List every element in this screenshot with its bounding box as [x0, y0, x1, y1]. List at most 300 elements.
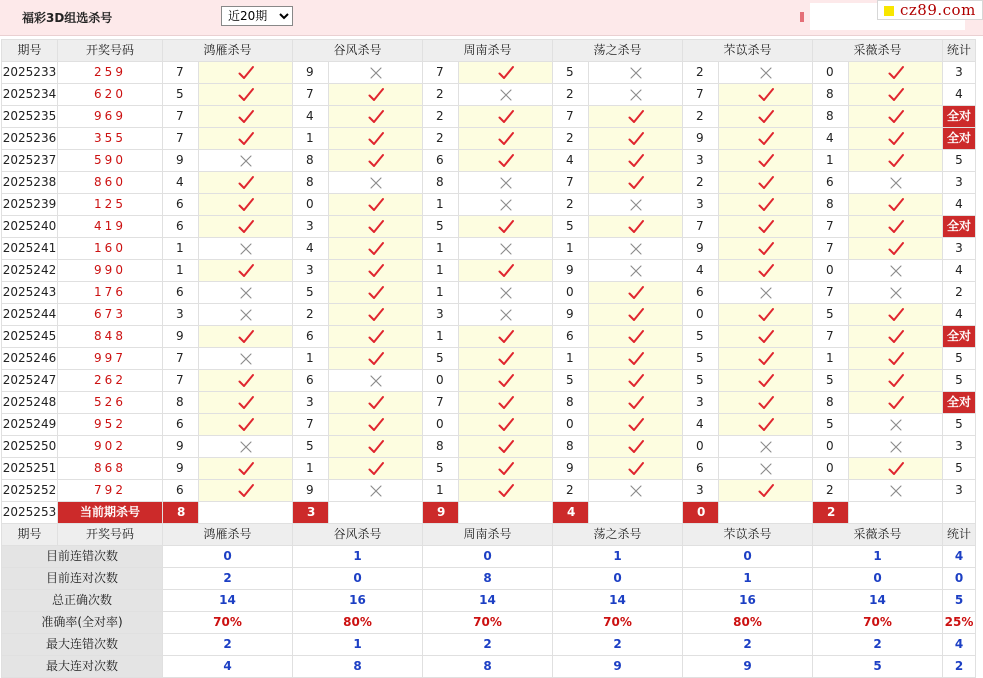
- summary-value: 1: [553, 546, 683, 568]
- check-icon: [237, 372, 255, 390]
- period-cell: 2025252: [2, 480, 58, 502]
- check-icon: [887, 350, 905, 368]
- result-cell: [459, 150, 553, 172]
- period-cell: 2025248: [2, 392, 58, 414]
- result-cell: [199, 260, 293, 282]
- kill-number-cell: 7: [683, 216, 719, 238]
- result-cell: [719, 150, 813, 172]
- result-cell: [459, 458, 553, 480]
- kill-number-cell: 8: [813, 106, 849, 128]
- result-cell: [589, 282, 683, 304]
- current-stat-blank: [943, 502, 976, 524]
- check-icon: [627, 108, 645, 126]
- kill-number-cell: 6: [163, 414, 199, 436]
- result-cell: [459, 62, 553, 84]
- summary-row: [2, 546, 976, 568]
- kill-number-cell: 5: [293, 436, 329, 458]
- col-header-expert: 周南杀号: [423, 40, 553, 62]
- result-cell: [849, 458, 943, 480]
- check-icon: [237, 108, 255, 126]
- check-icon: [497, 482, 515, 500]
- period-cell: 2025246: [2, 348, 58, 370]
- table-row: [2, 348, 976, 370]
- check-icon: [757, 196, 775, 214]
- cross-icon: [627, 86, 645, 104]
- check-icon: [627, 284, 645, 302]
- current-kill-blank: [329, 502, 423, 524]
- kill-number-cell: 2: [553, 480, 589, 502]
- kill-number-cell: 7: [163, 348, 199, 370]
- summary-value: 1: [813, 546, 943, 568]
- draw-number-cell: 355: [58, 128, 163, 150]
- cross-icon: [887, 438, 905, 456]
- stat-cell: 4: [943, 194, 976, 216]
- current-kill-row: [2, 502, 976, 524]
- kill-number-cell: 1: [293, 128, 329, 150]
- kill-number-cell: 1: [163, 238, 199, 260]
- result-cell: [329, 326, 423, 348]
- kill-number-cell: 8: [423, 172, 459, 194]
- kill-number-cell: 6: [163, 216, 199, 238]
- result-cell: [589, 106, 683, 128]
- check-icon: [497, 152, 515, 170]
- kill-number-cell: 4: [163, 172, 199, 194]
- check-icon: [497, 460, 515, 478]
- stat-cell: 4: [943, 260, 976, 282]
- result-cell: [589, 62, 683, 84]
- draw-number-cell: 952: [58, 414, 163, 436]
- kill-number-cell: 6: [423, 150, 459, 172]
- check-icon: [887, 306, 905, 324]
- summary-row: [2, 634, 976, 656]
- col-header-expert: 采薇杀号: [813, 40, 943, 62]
- check-icon: [757, 152, 775, 170]
- summary-value: 2: [813, 634, 943, 656]
- kill-number-cell: 0: [683, 304, 719, 326]
- summary-stat: 2: [943, 656, 976, 678]
- kill-number-cell: 9: [683, 128, 719, 150]
- check-icon: [237, 394, 255, 412]
- cross-icon: [237, 438, 255, 456]
- check-icon: [237, 130, 255, 148]
- kill-number-cell: 6: [813, 172, 849, 194]
- result-cell: [589, 326, 683, 348]
- check-icon: [367, 86, 385, 104]
- table-row: [2, 194, 976, 216]
- kill-number-cell: 0: [813, 62, 849, 84]
- result-cell: [199, 150, 293, 172]
- summary-value: 0: [553, 568, 683, 590]
- summary-row: [2, 590, 976, 612]
- table-row: [2, 392, 976, 414]
- kill-number-cell: 1: [423, 260, 459, 282]
- check-icon: [757, 86, 775, 104]
- all-right-badge: 全对: [943, 128, 976, 150]
- result-cell: [199, 106, 293, 128]
- result-cell: [719, 106, 813, 128]
- logo-text: cz89.com: [900, 1, 976, 19]
- check-icon: [757, 218, 775, 236]
- kill-number-cell: 2: [683, 106, 719, 128]
- result-cell: [329, 348, 423, 370]
- kill-number-cell: 3: [683, 392, 719, 414]
- table-row: [2, 304, 976, 326]
- check-icon: [497, 262, 515, 280]
- col-header-expert: 谷风杀号: [293, 524, 423, 546]
- result-cell: [849, 348, 943, 370]
- draw-number-cell: 848: [58, 326, 163, 348]
- check-icon: [367, 108, 385, 126]
- kill-number-cell: 7: [163, 370, 199, 392]
- check-icon: [887, 394, 905, 412]
- result-cell: [329, 414, 423, 436]
- kill-number-cell: 7: [813, 238, 849, 260]
- check-icon: [497, 130, 515, 148]
- col-header-stat: 统计: [943, 40, 976, 62]
- kill-number-cell: 7: [293, 414, 329, 436]
- draw-number-cell: 590: [58, 150, 163, 172]
- result-cell: [329, 282, 423, 304]
- result-cell: [589, 458, 683, 480]
- cross-icon: [887, 262, 905, 280]
- result-cell: [849, 150, 943, 172]
- result-cell: [589, 370, 683, 392]
- period-cell: 2025251: [2, 458, 58, 480]
- kill-number-cell: 8: [163, 392, 199, 414]
- result-cell: [849, 326, 943, 348]
- check-icon: [367, 152, 385, 170]
- draw-number-cell: 419: [58, 216, 163, 238]
- result-cell: [459, 370, 553, 392]
- kill-number-cell: 5: [423, 458, 459, 480]
- summary-value: 8: [423, 656, 553, 678]
- kill-number-cell: 2: [553, 194, 589, 216]
- kill-number-cell: 1: [423, 282, 459, 304]
- check-icon: [887, 460, 905, 478]
- check-icon: [497, 372, 515, 390]
- check-icon: [757, 130, 775, 148]
- check-icon: [497, 416, 515, 434]
- cross-icon: [237, 152, 255, 170]
- result-cell: [849, 414, 943, 436]
- draw-number-cell: 997: [58, 348, 163, 370]
- kill-number-table: [1, 39, 976, 678]
- result-cell: [329, 172, 423, 194]
- kill-number-cell: 2: [423, 106, 459, 128]
- check-icon: [757, 306, 775, 324]
- kill-number-cell: 7: [683, 84, 719, 106]
- cross-icon: [497, 240, 515, 258]
- check-icon: [367, 328, 385, 346]
- current-kill-number: 9: [423, 502, 459, 524]
- draw-number-cell: 792: [58, 480, 163, 502]
- site-logo[interactable]: [877, 0, 983, 20]
- check-icon: [237, 262, 255, 280]
- result-cell: [459, 260, 553, 282]
- kill-number-cell: 9: [163, 326, 199, 348]
- stat-cell: 3: [943, 172, 976, 194]
- check-icon: [237, 328, 255, 346]
- table-row: [2, 150, 976, 172]
- result-cell: [459, 128, 553, 150]
- result-cell: [589, 150, 683, 172]
- cross-icon: [367, 482, 385, 500]
- draw-number-cell: 868: [58, 458, 163, 480]
- result-cell: [719, 370, 813, 392]
- summary-value: 9: [553, 656, 683, 678]
- result-cell: [719, 458, 813, 480]
- summary-value: 2: [423, 634, 553, 656]
- kill-number-cell: 0: [293, 194, 329, 216]
- check-icon: [237, 86, 255, 104]
- check-icon: [237, 64, 255, 82]
- kill-number-cell: 3: [163, 304, 199, 326]
- kill-number-cell: 9: [683, 238, 719, 260]
- current-period-cell: 2025253: [2, 502, 58, 524]
- summary-value: 70%: [423, 612, 553, 634]
- kill-number-cell: 6: [293, 370, 329, 392]
- kill-number-cell: 7: [813, 326, 849, 348]
- table-row: [2, 62, 976, 84]
- kill-number-cell: 5: [683, 326, 719, 348]
- result-cell: [329, 458, 423, 480]
- logo-square-icon: [884, 6, 894, 16]
- cross-icon: [237, 350, 255, 368]
- kill-number-cell: 5: [553, 216, 589, 238]
- result-cell: [329, 238, 423, 260]
- result-cell: [589, 348, 683, 370]
- check-icon: [627, 350, 645, 368]
- check-icon: [757, 416, 775, 434]
- kill-number-cell: 1: [423, 480, 459, 502]
- result-cell: [329, 62, 423, 84]
- col-header-expert: 周南杀号: [423, 524, 553, 546]
- table-row: [2, 370, 976, 392]
- result-cell: [459, 84, 553, 106]
- result-cell: [199, 84, 293, 106]
- summary-value: 8: [423, 568, 553, 590]
- summary-header-row: [2, 524, 976, 546]
- kill-number-cell: 5: [813, 304, 849, 326]
- summary-value: 70%: [813, 612, 943, 634]
- check-icon: [757, 262, 775, 280]
- kill-number-cell: 2: [423, 84, 459, 106]
- cross-icon: [627, 482, 645, 500]
- cross-icon: [237, 284, 255, 302]
- kill-number-cell: 7: [163, 106, 199, 128]
- result-cell: [849, 436, 943, 458]
- draw-number-cell: 160: [58, 238, 163, 260]
- result-cell: [329, 480, 423, 502]
- result-cell: [719, 172, 813, 194]
- stat-cell: 5: [943, 370, 976, 392]
- cross-icon: [497, 196, 515, 214]
- kill-number-cell: 9: [553, 458, 589, 480]
- kill-number-cell: 0: [683, 436, 719, 458]
- current-kill-blank: [849, 502, 943, 524]
- kill-number-cell: 6: [293, 326, 329, 348]
- kill-number-cell: 4: [553, 150, 589, 172]
- table-row: [2, 172, 976, 194]
- kill-number-cell: 0: [553, 282, 589, 304]
- check-icon: [237, 482, 255, 500]
- draw-number-cell: 990: [58, 260, 163, 282]
- period-cell: 2025235: [2, 106, 58, 128]
- check-icon: [497, 350, 515, 368]
- draw-number-cell: 902: [58, 436, 163, 458]
- summary-value: 14: [553, 590, 683, 612]
- summary-value: 2: [163, 634, 293, 656]
- kill-number-cell: 1: [293, 458, 329, 480]
- cross-icon: [627, 64, 645, 82]
- col-header-expert: 荡之杀号: [553, 524, 683, 546]
- check-icon: [627, 152, 645, 170]
- kill-number-cell: 3: [683, 480, 719, 502]
- stat-cell: 5: [943, 414, 976, 436]
- kill-number-cell: 7: [553, 172, 589, 194]
- result-cell: [459, 238, 553, 260]
- kill-number-cell: 1: [423, 194, 459, 216]
- table-row: [2, 128, 976, 150]
- check-icon: [497, 218, 515, 236]
- check-icon: [887, 86, 905, 104]
- kill-number-cell: 5: [553, 370, 589, 392]
- result-cell: [199, 62, 293, 84]
- result-cell: [719, 480, 813, 502]
- table-row: [2, 436, 976, 458]
- col-header-period: 期号: [2, 40, 58, 62]
- kill-number-cell: 8: [813, 392, 849, 414]
- kill-number-cell: 6: [683, 282, 719, 304]
- result-cell: [849, 260, 943, 282]
- summary-value: 1: [293, 546, 423, 568]
- check-icon: [887, 108, 905, 126]
- result-cell: [719, 216, 813, 238]
- summary-value: 70%: [163, 612, 293, 634]
- result-cell: [849, 194, 943, 216]
- check-icon: [367, 218, 385, 236]
- col-header-period: 期号: [2, 524, 58, 546]
- period-cell: 2025239: [2, 194, 58, 216]
- summary-value: 0: [423, 546, 553, 568]
- cross-icon: [367, 174, 385, 192]
- col-header-expert: 鸿雁杀号: [163, 524, 293, 546]
- kill-number-cell: 0: [423, 370, 459, 392]
- kill-number-cell: 9: [293, 480, 329, 502]
- result-cell: [719, 84, 813, 106]
- check-icon: [627, 372, 645, 390]
- stat-cell: 4: [943, 304, 976, 326]
- kill-number-cell: 8: [813, 194, 849, 216]
- cross-icon: [367, 64, 385, 82]
- cross-icon: [887, 174, 905, 192]
- kill-number-cell: 5: [813, 414, 849, 436]
- result-cell: [199, 436, 293, 458]
- check-icon: [237, 460, 255, 478]
- cross-icon: [887, 482, 905, 500]
- col-header-draw: 开奖号码: [58, 40, 163, 62]
- table-row: [2, 260, 976, 282]
- stat-cell: 5: [943, 458, 976, 480]
- kill-number-cell: 5: [163, 84, 199, 106]
- cross-icon: [497, 86, 515, 104]
- table-row: [2, 216, 976, 238]
- kill-number-cell: 9: [163, 458, 199, 480]
- current-kill-number: 2: [813, 502, 849, 524]
- result-cell: [199, 216, 293, 238]
- draw-number-cell: 860: [58, 172, 163, 194]
- result-cell: [459, 436, 553, 458]
- check-icon: [497, 108, 515, 126]
- result-cell: [199, 370, 293, 392]
- current-kill-blank: [459, 502, 553, 524]
- kill-number-cell: 2: [683, 172, 719, 194]
- summary-value: 2: [163, 568, 293, 590]
- kill-number-cell: 6: [163, 282, 199, 304]
- result-cell: [719, 62, 813, 84]
- check-icon: [887, 196, 905, 214]
- current-kill-number: 0: [683, 502, 719, 524]
- all-right-badge: 全对: [943, 326, 976, 348]
- summary-stat: 4: [943, 634, 976, 656]
- kill-number-cell: 7: [293, 84, 329, 106]
- kill-number-cell: 0: [423, 414, 459, 436]
- summary-value: 80%: [683, 612, 813, 634]
- kill-number-cell: 8: [293, 150, 329, 172]
- result-cell: [199, 238, 293, 260]
- current-kill-number: 4: [553, 502, 589, 524]
- check-icon: [887, 152, 905, 170]
- result-cell: [459, 326, 553, 348]
- result-cell: [459, 194, 553, 216]
- current-kill-blank: [719, 502, 813, 524]
- result-cell: [199, 282, 293, 304]
- summary-value: 5: [813, 656, 943, 678]
- kill-number-cell: 1: [813, 348, 849, 370]
- kill-number-cell: 1: [423, 326, 459, 348]
- table-row: [2, 480, 976, 502]
- kill-number-cell: 2: [813, 480, 849, 502]
- col-header-stat: 统计: [943, 524, 976, 546]
- check-icon: [367, 394, 385, 412]
- cross-icon: [497, 306, 515, 324]
- result-cell: [329, 216, 423, 238]
- draw-number-cell: 673: [58, 304, 163, 326]
- result-cell: [589, 304, 683, 326]
- result-cell: [329, 304, 423, 326]
- result-cell: [719, 436, 813, 458]
- summary-stat: 5: [943, 590, 976, 612]
- decor-mark: [800, 12, 804, 22]
- summary-value: 16: [683, 590, 813, 612]
- kill-number-cell: 2: [553, 84, 589, 106]
- draw-number-cell: 176: [58, 282, 163, 304]
- kill-number-cell: 8: [553, 392, 589, 414]
- result-cell: [849, 304, 943, 326]
- result-cell: [589, 436, 683, 458]
- kill-number-cell: 6: [683, 458, 719, 480]
- col-header-draw: 开奖号码: [58, 524, 163, 546]
- result-cell: [329, 150, 423, 172]
- result-cell: [459, 392, 553, 414]
- check-icon: [237, 196, 255, 214]
- kill-number-cell: 0: [813, 260, 849, 282]
- summary-label: 最大连对次数: [2, 656, 163, 678]
- current-kill-blank: [199, 502, 293, 524]
- kill-number-cell: 4: [683, 260, 719, 282]
- period-select[interactable]: [221, 6, 293, 26]
- result-cell: [459, 282, 553, 304]
